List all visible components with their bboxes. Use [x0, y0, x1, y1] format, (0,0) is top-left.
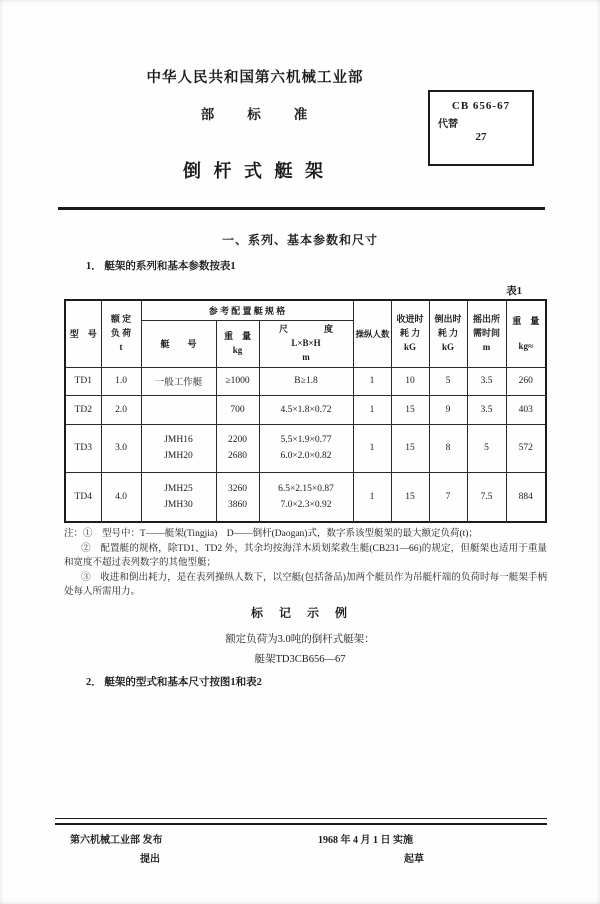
- replaces-label: 代替: [438, 119, 458, 130]
- document-title: 倒 杆 式 艇 架: [183, 161, 327, 181]
- footer-implementation-date: 1968 年 4 月 1 日 实施: [318, 835, 413, 846]
- table-notes: [64, 527, 547, 600]
- col-boat-weight: 重 量 kg: [216, 320, 259, 367]
- cell-load: 3.0: [101, 424, 141, 472]
- cell-operators: 1: [353, 367, 391, 395]
- cell-turn-out: 9: [429, 395, 467, 424]
- cell-boat: [141, 395, 216, 424]
- table-row: [65, 395, 546, 424]
- cell-boat-weight: 2200 2680: [216, 424, 259, 472]
- cell-model: TD1: [65, 367, 101, 395]
- title-divider-rule: [58, 207, 545, 210]
- cell-dims: B≥1.8: [259, 367, 353, 395]
- header-row-1: [65, 300, 546, 320]
- cell-boat: 一般工作艇: [141, 367, 216, 395]
- cell-load: 1.0: [101, 367, 141, 395]
- clause-2: 2． 艇架的型式和基本尺寸按图1和表2: [86, 677, 262, 688]
- note-1: 注：① 型号中：T——艇架(Tingjia) D——倒杆(Daogan)式，数字系该型艇架的最大额定负荷(t)；: [64, 529, 478, 539]
- document-header: [60, 66, 450, 183]
- table-1: [64, 299, 547, 523]
- col-boat-dims: 尺 度 L×B×H m: [259, 320, 353, 367]
- clause-1: 1． 艇架的系列和基本参数按表1: [86, 261, 236, 272]
- cell-pull-in: 15: [391, 395, 429, 424]
- marking-example-code: 艇架TD3CB656—67: [254, 654, 346, 665]
- col-turn-out-force: 倒出时 耗 力 kG: [429, 300, 467, 367]
- col-swing-out-time: 摇出所 需时间 m: [467, 300, 506, 367]
- marking-example-desc: 额定负荷为3.0吨的倒杆式艇架：: [225, 634, 375, 645]
- cell-swing-time: 3.5: [467, 395, 506, 424]
- cell-turn-out: 8: [429, 424, 467, 472]
- col-pull-in-force: 收进时 耗 力 kG: [391, 300, 429, 367]
- cell-pull-in: 10: [391, 367, 429, 395]
- cell-turn-out: 7: [429, 472, 467, 522]
- cell-operators: 1: [353, 424, 391, 472]
- cell-turn-out: 5: [429, 367, 467, 395]
- col-group-ref-boat: 参 考 配 置 艇 规 格: [141, 300, 353, 320]
- footer-divider-rule: [55, 818, 547, 825]
- replaces-value: 27: [475, 131, 487, 143]
- standard-code-box: [428, 90, 534, 166]
- note-2: ② 配置艇的规格，除TD1、TD2 外，其余均按海洋木质划桨救生艇(CB231—66)的规定，但艇架也适用于重量和宽度不超过表列数字的其他型艇；: [64, 543, 547, 568]
- table-row: [65, 367, 546, 395]
- cell-weight: 403: [506, 395, 546, 424]
- cell-operators: 1: [353, 472, 391, 522]
- cell-load: 4.0: [101, 472, 141, 522]
- cell-weight: 572: [506, 424, 546, 472]
- cell-boat: JMH16 JMH20: [141, 424, 216, 472]
- cell-model: TD2: [65, 395, 101, 424]
- cell-dims: 5.5×1.9×0.77 6.0×2.0×0.82: [259, 424, 353, 472]
- col-boat-no: 艇 号: [141, 320, 216, 367]
- cell-weight: 260: [506, 367, 546, 395]
- footer-proposed-by: 提出: [140, 854, 160, 865]
- cell-load: 2.0: [101, 395, 141, 424]
- standard-code: CB 656-67: [451, 100, 511, 112]
- cell-weight: 884: [506, 472, 546, 522]
- cell-operators: 1: [353, 395, 391, 424]
- col-operators: 操纵人数: [353, 300, 391, 367]
- cell-dims: 6.5×2.15×0.87 7.0×2.3×0.92: [259, 472, 353, 522]
- ministry-name: 中华人民共和国第六机械工业部: [146, 70, 364, 86]
- table-row: [65, 472, 546, 522]
- marking-example-heading: 标 记 示 例: [250, 606, 349, 620]
- cell-dims: 4.5×1.8×0.72: [259, 395, 353, 424]
- cell-pull-in: 15: [391, 472, 429, 522]
- cell-boat-weight: 3260 3860: [216, 472, 259, 522]
- note-3: ③ 收进和倒出耗力，是在表列操纵人数下，以空艇(包括备品)加两个艇员作为吊艇杆端的负荷时每一艇架手柄处每人所需用力。: [64, 572, 547, 597]
- cell-boat: JMH25 JMH30: [141, 472, 216, 522]
- table-1-container: [64, 299, 547, 523]
- cell-swing-time: 5: [467, 424, 506, 472]
- col-model: 型 号: [65, 300, 101, 367]
- cell-swing-time: 7.5: [467, 472, 506, 522]
- col-weight: 重 量 kg≈: [506, 300, 546, 367]
- table-row: [65, 424, 546, 472]
- cell-model: TD3: [65, 424, 101, 472]
- table-1-label: 表1: [506, 286, 522, 297]
- standard-type: 部 标 准: [200, 107, 310, 122]
- section-heading: 一、系列、基本参数和尺寸: [221, 233, 378, 247]
- cell-pull-in: 15: [391, 424, 429, 472]
- cell-swing-time: 3.5: [467, 367, 506, 395]
- cell-model: TD4: [65, 472, 101, 522]
- footer-drafted-by: 起草: [404, 854, 424, 865]
- footer-issuer: 第六机械工业部 发布: [70, 835, 163, 846]
- cell-boat-weight: ≥1000: [216, 367, 259, 395]
- col-rated-load: 额 定 负 荷 t: [101, 300, 141, 367]
- cell-boat-weight: 700: [216, 395, 259, 424]
